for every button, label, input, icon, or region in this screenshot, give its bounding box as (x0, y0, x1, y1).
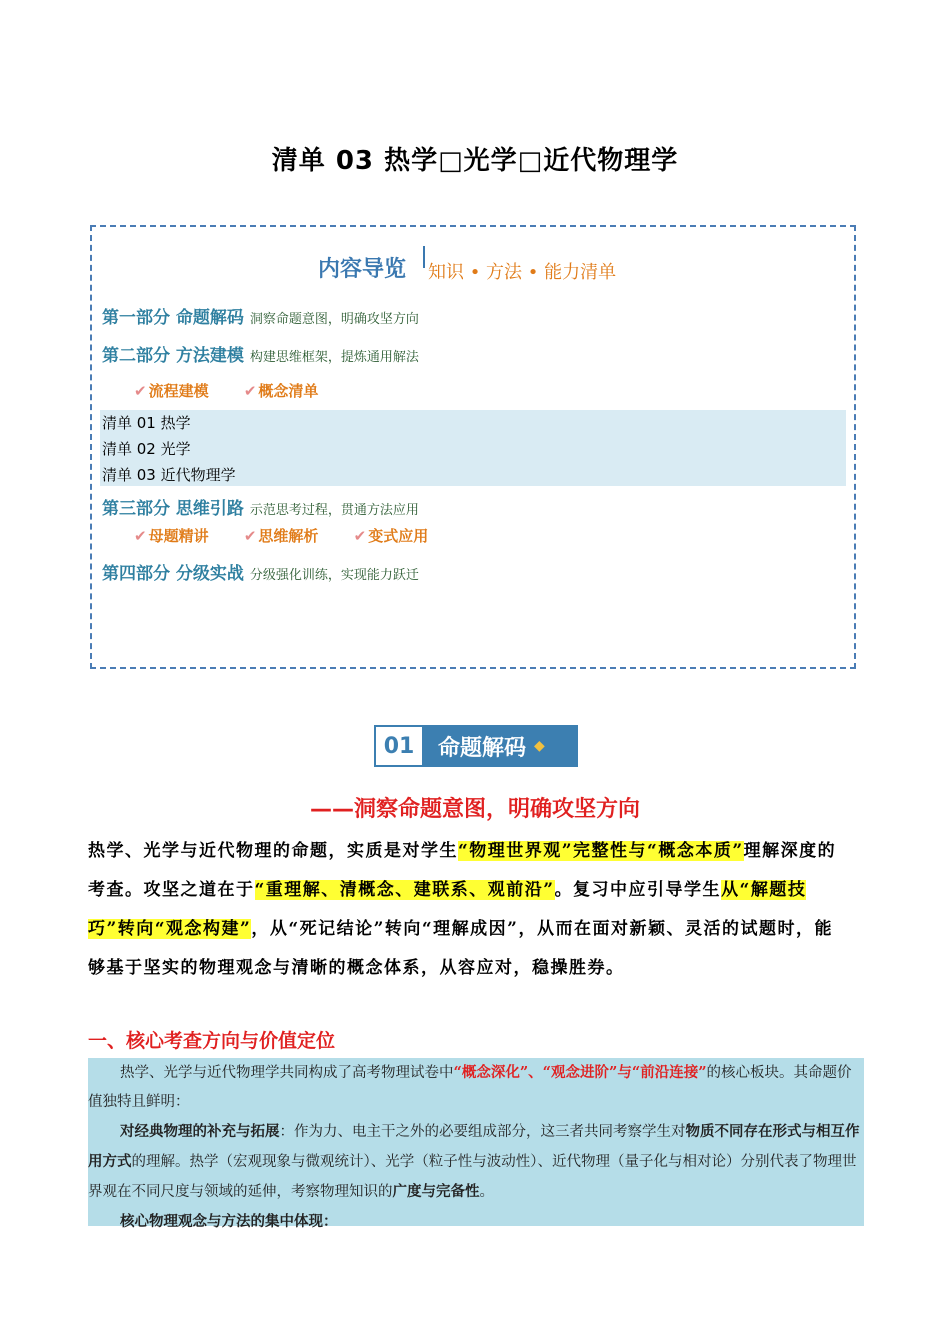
list-item: 清单 01 热学 (102, 414, 191, 432)
part-1-desc: 洞察命题意图，明确攻坚方向 (249, 312, 419, 327)
part-1-label: 第一部分 命题解码 (102, 308, 244, 328)
badge-label-box (424, 725, 578, 767)
section-heading: 一、核心考查方向与价值定位 (88, 1030, 336, 1052)
part-2-label: 第二部分 方法建模 (102, 346, 244, 366)
body-paragraph: 核心物理观念与方法的集中体现： (120, 1213, 338, 1230)
part-3-desc: 示范思考过程，贯通方法应用 (249, 503, 419, 518)
list-item: 清单 03 近代物理学 (102, 466, 236, 484)
part-2 (102, 341, 419, 366)
badge-label: 命题解码 (438, 735, 527, 761)
page-title: 清单 03 热学□光学□近代物理学 (271, 146, 679, 176)
part-1 (102, 303, 419, 328)
tag-concept-list: ✔ 概念清单 (243, 382, 319, 400)
section-subtitle: ——洞察命题意图，明确攻坚方向 (309, 797, 640, 822)
check-icon: ✔ (353, 527, 367, 545)
list-panel (100, 410, 846, 486)
check-icon: ✔ (134, 382, 147, 400)
list-item: 清单 02 光学 (102, 440, 191, 458)
body-paragraph: 对经典物理的补充与拓展：作为力、电主干之外的必要组成部分，这三者共同考察学生对物质不同存在形式与相互作用方式的理解。热学（宏观现象与微观统计）、光学（粒子性与波动性）、近代物理（量子化与相对论）分别代表了物理世界观在不同尺度与领域的延伸，考察物理知识的广度与完备性。 (88, 1123, 860, 1200)
body-paragraph: 热学、光学与近代物理学共同构成了高考物理试卷中“概念深化”、“观念进阶”与“前沿连接”的核心板块。其命题价值独特且鲜明： (88, 1064, 852, 1110)
part-3 (102, 494, 419, 519)
part-4-label: 第四部分 分级实战 (102, 564, 244, 584)
intro-paragraph: 热学、光学与近代物理的命题，实质是对学生“物理世界观”完整性与“概念本质”理解深度的考查。攻坚之道在于“重理解、清概念、建联系、观前沿”。复习中应引导学生从“解题技巧”转向“观念构建”，从“死记结论”转向“理解成因”，从而在面对新颖、灵活的试题时，能够基于坚实的物理观念与清晰的概念体系，从容应对，稳操胜券。 (88, 841, 837, 978)
badge-number: 01 (374, 725, 424, 767)
highlight: “物理世界观”完整性与“概念本质” (458, 841, 744, 861)
tag-mother-problem: ✔ 母题精讲 (134, 527, 209, 545)
diamond-icon: ◆ (534, 738, 545, 754)
tag-thinking-analysis: ✔ 思维解析 (243, 527, 319, 545)
tag-flow-model: ✔ 流程建模 (134, 382, 209, 400)
section-body-panel (88, 1058, 864, 1230)
guide-divider (423, 246, 425, 268)
tag-variant-application: ✔ 变式应用 (353, 527, 429, 545)
part-3-tags (134, 525, 458, 546)
check-icon: ✔ (243, 527, 257, 545)
part-3-label: 第三部分 思维引路 (102, 499, 244, 519)
check-icon: ✔ (243, 382, 257, 400)
part-2-desc: 构建思维框架，提炼通用解法 (249, 350, 419, 365)
section-badge (374, 725, 578, 767)
part-4-desc: 分级强化训练，实现能力跃迁 (249, 568, 419, 583)
guide-subheading: 知识 • 方法 • 能力清单 (428, 262, 617, 283)
highlight: “重理解、清概念、建联系、观前沿” (254, 880, 555, 900)
part-2-tags (134, 380, 348, 401)
part-4 (102, 559, 419, 584)
highlight: 从“解题技巧”转向“观念构建” (88, 880, 807, 939)
check-icon: ✔ (134, 527, 147, 545)
guide-heading: 内容导览 (318, 257, 407, 282)
